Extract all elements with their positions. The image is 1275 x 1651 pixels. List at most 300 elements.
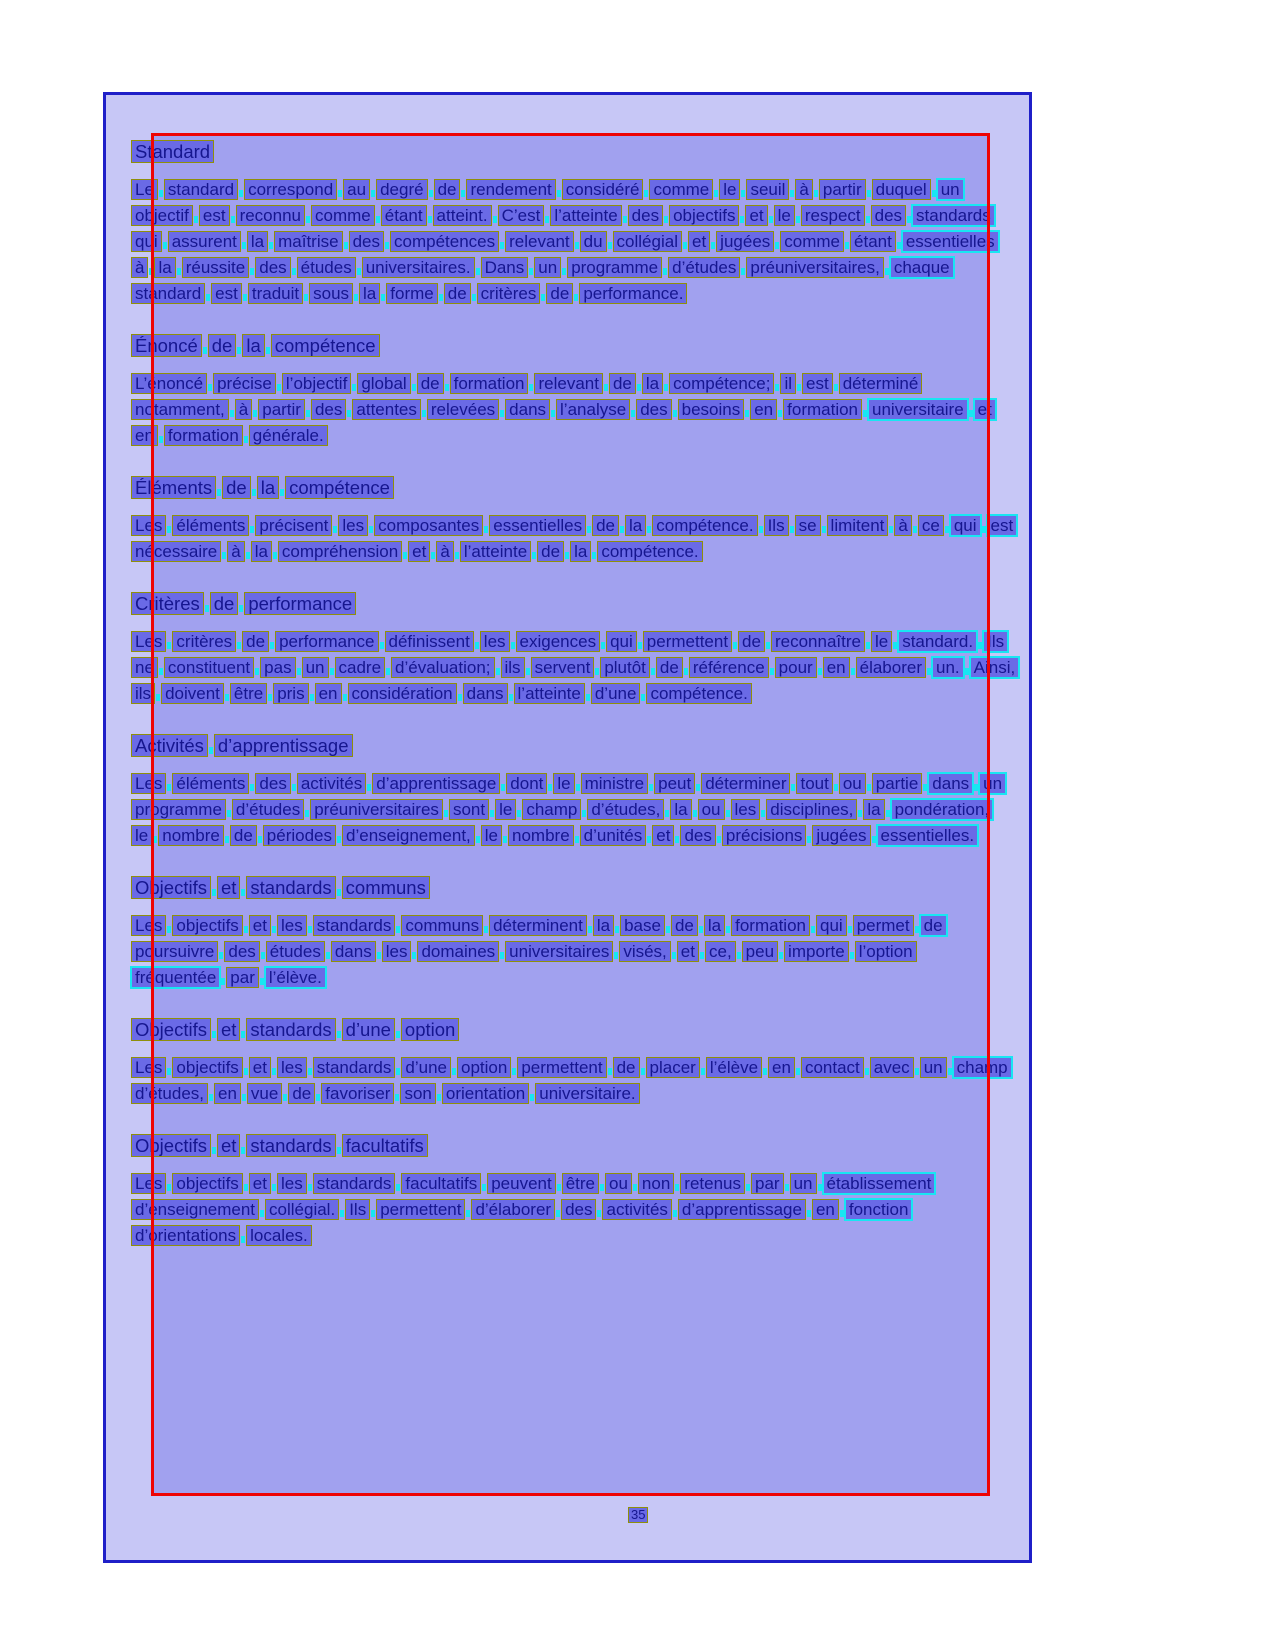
space-mark (455, 552, 459, 559)
space-mark (663, 268, 667, 275)
word-box: champ (953, 1057, 1012, 1078)
word-box: études (266, 941, 325, 962)
space-mark (316, 1094, 320, 1101)
word-box: d’élaborer (471, 1199, 555, 1220)
heading-word-box: la (257, 476, 279, 499)
text-line (131, 515, 1081, 536)
word-box: standards (313, 1173, 396, 1194)
word-box: les (338, 515, 368, 536)
word-box: de (288, 1083, 315, 1104)
text-line (131, 541, 1081, 562)
text-line (131, 657, 1081, 678)
word-box: la (593, 915, 614, 936)
word-box: par (226, 967, 259, 988)
word-box: relevant (505, 231, 573, 252)
word-box: précisions (722, 825, 807, 846)
word-box: d’enseignement, (342, 825, 475, 846)
word-box: est (802, 373, 833, 394)
space-mark (761, 810, 765, 817)
space-mark (219, 952, 223, 959)
space-mark (212, 1031, 216, 1038)
word-box: ils (501, 657, 525, 678)
space-mark (848, 926, 852, 933)
word-box: un (302, 657, 329, 678)
word-box: qui (816, 915, 847, 936)
space-mark (231, 216, 235, 223)
word-box: formation (164, 425, 243, 446)
space-mark (444, 810, 448, 817)
word-box: de (920, 915, 947, 936)
word-box: duquel (872, 179, 931, 200)
text-line (131, 825, 1081, 846)
space-mark (431, 552, 435, 559)
space-mark (167, 526, 171, 533)
space-mark (726, 810, 730, 817)
text-line (131, 231, 1081, 252)
space-mark (923, 784, 927, 791)
space-mark (239, 605, 243, 612)
space-mark (867, 784, 871, 791)
word-box: peut (654, 773, 695, 794)
word-box: domaines (417, 941, 499, 962)
space-mark (206, 294, 210, 301)
word-box: dans (463, 683, 508, 704)
heading-word-box: compétence (271, 334, 380, 357)
word-box: déterminer (701, 773, 790, 794)
space-mark (306, 216, 310, 223)
space-mark (352, 384, 356, 391)
space-mark (237, 642, 241, 649)
word-box: en (315, 683, 342, 704)
word-box: est (987, 515, 1018, 536)
space-mark (763, 1068, 767, 1075)
word-box: plutôt (600, 657, 650, 678)
word-box: visés, (619, 941, 670, 962)
word-box: de (613, 1057, 640, 1078)
space-mark (476, 268, 480, 275)
word-box: reconnaître (771, 631, 865, 652)
heading-word-box: compétence (285, 476, 394, 499)
word-box: au (343, 179, 370, 200)
heading-word-box: et (217, 876, 240, 899)
word-box: l’atteinte (550, 205, 621, 226)
space-mark (575, 242, 579, 249)
space-mark (159, 668, 163, 675)
space-mark (866, 642, 870, 649)
section-heading (131, 1018, 1081, 1041)
word-box: vue (247, 1083, 282, 1104)
word-box: d’apprentissage (678, 1199, 806, 1220)
space-mark (241, 889, 245, 896)
space-mark (268, 694, 272, 701)
word-box: l’élève. (265, 967, 326, 988)
space-mark (907, 216, 911, 223)
space-mark (893, 642, 897, 649)
word-box: nombre (158, 825, 224, 846)
space-mark (252, 489, 256, 496)
space-mark (807, 836, 811, 843)
space-mark (604, 384, 608, 391)
word-box: études (297, 257, 356, 278)
space-mark (796, 216, 800, 223)
word-box: exigences (516, 631, 601, 652)
word-box: Ils (764, 515, 789, 536)
space-mark (167, 1184, 171, 1191)
word-box: précise (213, 373, 276, 394)
word-box: universitaire (868, 399, 968, 420)
word-box: un (979, 773, 1006, 794)
word-box: peu (742, 941, 778, 962)
word-box: comme (780, 231, 844, 252)
word-box: activités (297, 773, 366, 794)
space-mark (277, 384, 281, 391)
space-mark (945, 526, 949, 533)
space-mark (412, 952, 416, 959)
word-box: sont (449, 799, 489, 820)
section-heading (131, 734, 1081, 757)
section-heading (131, 592, 1081, 615)
space-mark (807, 1210, 811, 1217)
word-box: sous (309, 283, 353, 304)
word-box: en (812, 1199, 839, 1220)
word-box: Les (131, 631, 166, 652)
space-mark (308, 1184, 312, 1191)
space-mark (711, 242, 715, 249)
space-mark (745, 410, 749, 417)
space-mark (239, 190, 243, 197)
space-mark (500, 410, 504, 417)
text-line (131, 425, 1081, 446)
word-box: un (534, 257, 561, 278)
word-box: la (570, 541, 591, 562)
space-mark (641, 694, 645, 701)
space-mark (915, 926, 919, 933)
word-box: Ainsi, (970, 657, 1020, 678)
word-box: ne (131, 657, 158, 678)
space-mark (517, 810, 521, 817)
word-box: composantes (374, 515, 483, 536)
word-box: universitaires (505, 941, 613, 962)
word-box: doivent (161, 683, 224, 704)
space-mark (684, 668, 688, 675)
space-mark (242, 1094, 246, 1101)
space-mark (501, 784, 505, 791)
word-box: à (894, 515, 911, 536)
word-box: respect (801, 205, 865, 226)
space-mark (778, 410, 782, 417)
word-box: d’études, (131, 1083, 208, 1104)
word-box: en (823, 657, 850, 678)
space-mark (337, 836, 341, 843)
space-mark (177, 268, 181, 275)
space-mark (575, 836, 579, 843)
word-box: retenus (680, 1173, 745, 1194)
heading-word-box: d’une (342, 1018, 395, 1041)
space-mark (452, 1068, 456, 1075)
space-mark (576, 784, 580, 791)
space-mark (306, 410, 310, 417)
space-mark (889, 526, 893, 533)
space-mark (244, 1068, 248, 1075)
word-box: à (795, 179, 812, 200)
word-box: permettent (376, 1199, 465, 1220)
space-mark (866, 216, 870, 223)
space-mark (623, 216, 627, 223)
space-mark (541, 294, 545, 301)
space-mark (737, 952, 741, 959)
word-box: d’études, (587, 799, 664, 820)
space-mark (693, 810, 697, 817)
word-box: de (242, 631, 269, 652)
space-mark (212, 889, 216, 896)
word-box: étant (850, 231, 896, 252)
word-box: chaque (890, 257, 954, 278)
word-box: standard (164, 179, 238, 200)
space-mark (340, 1210, 344, 1217)
word-box: d’unités (580, 825, 647, 846)
space-mark (699, 926, 703, 933)
word-box: des (561, 1199, 596, 1220)
word-box: dans (331, 941, 376, 962)
space-mark (500, 242, 504, 249)
word-box: partir (258, 399, 305, 420)
text-line (131, 373, 1081, 394)
text-line (131, 967, 1081, 988)
word-box: constituent (164, 657, 254, 678)
word-box: un (920, 1057, 947, 1078)
word-box: base (620, 915, 665, 936)
heading-word-box: performance (244, 592, 356, 615)
space-mark (242, 242, 246, 249)
word-box: Les (131, 1057, 166, 1078)
space-mark (885, 268, 889, 275)
space-mark (380, 642, 384, 649)
word-box: universitaire. (535, 1083, 639, 1104)
section-heading (131, 876, 1081, 899)
space-mark (357, 268, 361, 275)
word-box: pour (775, 657, 817, 678)
heading-word-box: Objectifs (131, 876, 211, 899)
word-box: fonction (845, 1199, 913, 1220)
word-box: attentes (352, 399, 421, 420)
word-box: qui (606, 631, 637, 652)
space-mark (701, 1068, 705, 1075)
word-box: en (768, 1057, 795, 1078)
space-mark (347, 410, 351, 417)
text-line (131, 631, 1081, 652)
word-box: programme (567, 257, 662, 278)
word-box: jugées (812, 825, 870, 846)
word-box: se (795, 515, 821, 536)
word-box: tout (796, 773, 832, 794)
space-mark (403, 552, 407, 559)
word-box: établissement (823, 1173, 936, 1194)
space-mark (965, 668, 969, 675)
word-box: à (227, 541, 244, 562)
word-box: qui (131, 231, 162, 252)
word-box: compétence; (669, 373, 774, 394)
space-mark (673, 410, 677, 417)
space-mark (292, 784, 296, 791)
word-box: objectifs (669, 205, 739, 226)
word-box: des (349, 231, 384, 252)
word-box: d’une (591, 683, 641, 704)
word-box: à (235, 399, 252, 420)
space-mark (526, 668, 530, 675)
word-box: Les (131, 915, 166, 936)
word-box: universitaires. (362, 257, 475, 278)
space-mark (886, 810, 890, 817)
space-mark (759, 526, 763, 533)
space-mark (601, 642, 605, 649)
word-box: la (642, 373, 663, 394)
space-mark (714, 190, 718, 197)
word-box: le (871, 631, 892, 652)
space-mark (156, 694, 160, 701)
space-mark (258, 836, 262, 843)
space-mark (664, 216, 668, 223)
space-mark (272, 1068, 276, 1075)
word-box: limitent (827, 515, 889, 536)
space-mark (586, 694, 590, 701)
space-mark (982, 526, 986, 533)
space-mark (557, 190, 561, 197)
space-mark (551, 410, 555, 417)
text-line (131, 1083, 1081, 1104)
space-mark (396, 1031, 400, 1038)
word-box: étant (381, 205, 427, 226)
word-box: locales. (246, 1225, 312, 1246)
space-mark (647, 526, 651, 533)
space-mark (834, 784, 838, 791)
word-box: Les (131, 773, 166, 794)
word-box: de (592, 515, 619, 536)
word-box: d’orientations (131, 1225, 240, 1246)
word-box: reconnu (236, 205, 305, 226)
word-box: l’atteinte (460, 541, 531, 562)
heading-word-box: Standard (131, 140, 214, 163)
space-mark (241, 1236, 245, 1243)
word-box: cadre (335, 657, 386, 678)
word-box: générale. (249, 425, 328, 446)
space-mark (305, 810, 309, 817)
word-box: option (457, 1057, 511, 1078)
space-mark (775, 384, 779, 391)
space-mark (978, 642, 982, 649)
space-mark (437, 1094, 441, 1101)
space-mark (253, 410, 257, 417)
space-mark (472, 294, 476, 301)
space-mark (326, 952, 330, 959)
space-mark (779, 952, 783, 959)
word-box: critères (172, 631, 236, 652)
space-mark (822, 526, 826, 533)
space-mark (683, 242, 687, 249)
word-box: compétences (390, 231, 499, 252)
heading-word-box: standards (246, 1134, 335, 1157)
space-mark (272, 1184, 276, 1191)
space-mark (557, 1184, 561, 1191)
space-mark (790, 526, 794, 533)
space-mark (396, 1068, 400, 1075)
space-mark (641, 1068, 645, 1075)
word-box: le (774, 205, 795, 226)
space-mark (840, 1210, 844, 1217)
space-mark (867, 190, 871, 197)
word-box: des (680, 825, 715, 846)
word-box: permettent (643, 631, 732, 652)
space-mark (475, 642, 479, 649)
space-mark (530, 1094, 534, 1101)
space-mark (770, 668, 774, 675)
heading-word-box: Énoncé (131, 334, 202, 357)
space-mark (675, 1184, 679, 1191)
space-mark (484, 926, 488, 933)
space-mark (237, 347, 241, 354)
heading-word-box: de (210, 592, 239, 615)
space-mark (428, 216, 432, 223)
space-mark (221, 978, 225, 985)
word-box: compétence. (646, 683, 751, 704)
word-box: pris (273, 683, 308, 704)
space-mark (672, 952, 676, 959)
space-mark (246, 552, 250, 559)
word-box: critères (477, 283, 541, 304)
word-box: l’objectif (282, 373, 351, 394)
word-box: le (131, 825, 152, 846)
word-box: précisent (255, 515, 332, 536)
word-box: ou (698, 799, 725, 820)
word-box: par (751, 1173, 784, 1194)
space-mark (582, 810, 586, 817)
word-box: définissent (385, 631, 474, 652)
space-mark (476, 836, 480, 843)
word-box: standard (131, 283, 205, 304)
word-box: un (937, 179, 964, 200)
space-mark (503, 836, 507, 843)
space-mark (637, 384, 641, 391)
space-mark (230, 410, 234, 417)
word-box: nombre (508, 825, 574, 846)
word-box: et (974, 399, 996, 420)
space-mark (529, 268, 533, 275)
word-box: formation (731, 915, 810, 936)
word-box: l’option (855, 941, 917, 962)
space-mark (673, 1210, 677, 1217)
heading-word-box: Critères (131, 592, 204, 615)
space-mark (915, 1068, 919, 1075)
space-mark (343, 694, 347, 701)
word-box: relevées (427, 399, 499, 420)
word-box: favoriser (321, 1083, 394, 1104)
word-box: en (131, 425, 158, 446)
word-box: essentielles. (877, 825, 979, 846)
space-mark (458, 694, 462, 701)
space-mark (974, 784, 978, 791)
space-mark (308, 1068, 312, 1075)
word-box: peuvent (487, 1173, 556, 1194)
space-mark (790, 190, 794, 197)
space-mark (337, 1147, 341, 1154)
word-box: et (745, 205, 767, 226)
space-mark (445, 384, 449, 391)
word-box: ce (918, 515, 944, 536)
text-line (131, 205, 1081, 226)
word-box: référence (689, 657, 769, 678)
word-box: collégial. (265, 1199, 339, 1220)
space-mark (717, 836, 721, 843)
space-mark (532, 552, 536, 559)
